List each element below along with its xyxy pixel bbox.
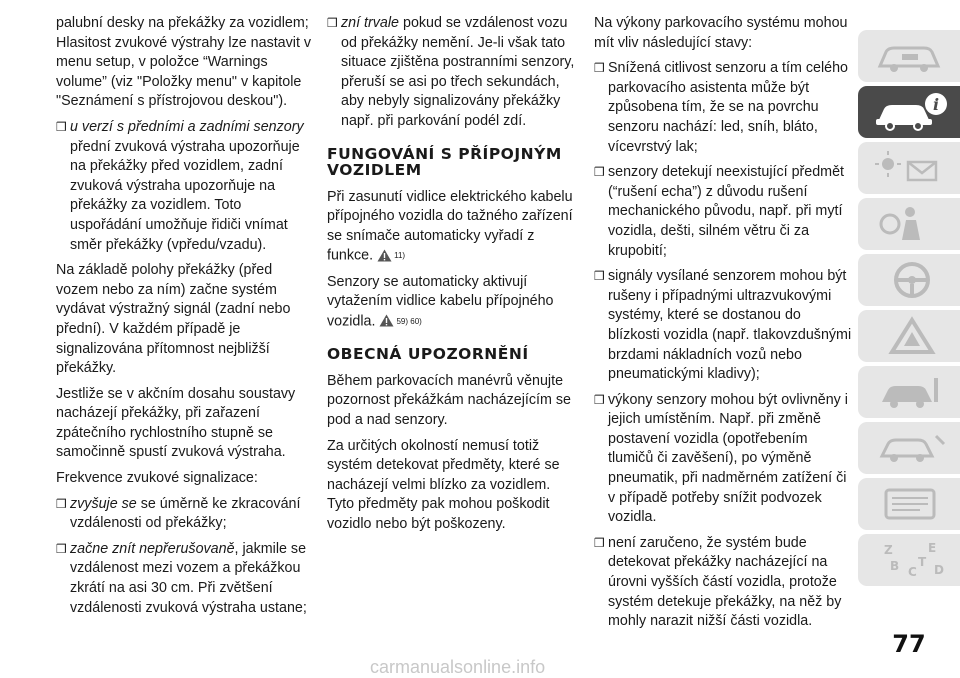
bullet-item — [594, 163, 852, 261]
index-letter: D — [934, 563, 944, 577]
lights-envelope-icon — [872, 148, 952, 188]
paragraph: palubní desky na překážky za vozidlem; Hlasitost zvukové výstrahy lze nastavit v menu setup, v položce “Warnings volume” (viz "Položky menu" v kapitole "Seznámení s přístrojovou deskou"). — [56, 15, 312, 110]
car-dashboard-icon — [872, 36, 952, 76]
bullet-text: signály vysílané senzorem mohou být rušeny i případnými ultrazvukovými systémy, které se dostanou do blízkosti vozidla (např. tlakovzdušnými brzdami nákladních vozů nebo pneumatickými kladivy); — [608, 268, 852, 383]
paragraph: Na základě polohy překážky (před vozem nebo za ním) začne systém vydávat výstražný signál (zadní nebo přední). V každém případě je signalizována přítomnost nejbližší překážky. — [56, 262, 291, 377]
svg-text:i: i — [932, 95, 940, 114]
tab-driving[interactable] — [858, 254, 960, 306]
column-middle — [327, 14, 579, 541]
paragraph — [327, 273, 579, 332]
bullet-text: se úměrně ke zkracování vzdálenosti od překážky; — [70, 495, 301, 532]
bullet-item — [594, 267, 852, 385]
bullet-item — [56, 118, 314, 255]
paragraph: Jestliže se v akčním dosahu soustavy nacházejí překážky, při zařazení zpátečního rychlostního stupně se samočinně spustí zvuková výstraha. — [56, 385, 296, 461]
tab-dashboard[interactable] — [858, 30, 960, 82]
tab-emergency[interactable] — [858, 310, 960, 362]
footnote-ref[interactable]: 11) — [394, 251, 406, 261]
bullet-item — [594, 391, 852, 528]
bullet-marker: ❒ — [56, 541, 67, 556]
bullet-marker: ❒ — [594, 61, 605, 76]
paragraph — [327, 188, 579, 267]
car-info-icon — [872, 92, 952, 132]
bullet-text: výkony senzory mohou být ovlivněny i jejich umístěním. Např. při změně postavení vozidla (opotřebením tlumičů či zavěšení), po výměně pneumatik, při nadměrném zatížení či v případě potřeby snížit podvozek vozidla. — [608, 391, 848, 526]
car-tools-icon — [872, 372, 952, 412]
bullet-text: , jakmile se vzdálenost mezi vozem a překážkou zkrátí na asi 30 cm. Při zvětšení vzdálenosti zvuková výstraha ustane; — [70, 540, 307, 616]
bullet-text: přední zvuková výstraha upozorňuje na překážky před vozidlem, zadní zvuková výstraha upozorňuje na překážky za vozidlem. Toto uspořádání umožňuje řidiči vnímat směr překážky (vpředu/vzadu). — [70, 138, 300, 253]
bullet-item — [56, 540, 314, 618]
index-letter: B — [890, 559, 900, 573]
tab-multimedia[interactable] — [858, 478, 960, 530]
index-letter: E — [928, 541, 937, 555]
tab-info[interactable] — [858, 86, 960, 138]
bullet-marker: ❒ — [594, 392, 605, 407]
bullet-marker: ❒ — [56, 496, 67, 511]
bullet-lead: zvyšuje se — [70, 495, 137, 512]
bullet-text: není zaručeno, že systém bude detekovat překážky nacházející na úrovni vyšších částí vozidla, protože systém detekuje překážky, na něž by mohly narazit nižší části vozidla. — [608, 534, 842, 630]
column-left — [56, 14, 314, 624]
paragraph-text: Senzory se automaticky aktivují vytažením vidlice kabelu přípojného vozidla. — [327, 273, 554, 330]
bullet-text: senzory detekují neexistující předmět (“rušení echa”) z důvodu rušení mechanického původu, např. při mytí vozidla, dešti, silném větru či za krupobití; — [608, 164, 845, 259]
bullet-item — [56, 495, 314, 534]
index-letter: C — [908, 565, 917, 579]
bullet-item — [327, 14, 579, 132]
car-specs-icon — [872, 428, 952, 468]
watermark: carmanualsonline.info — [370, 657, 546, 677]
section-heading: FUNGOVÁNÍ S PŘÍPOJNÝM VOZIDLEM — [327, 144, 562, 179]
index-letter: Z — [884, 543, 893, 557]
alphabet-index-icon — [872, 540, 952, 580]
bullet-item — [594, 534, 852, 632]
bullet-marker: ❒ — [594, 165, 605, 180]
section-heading: OBECNÁ UPOZORNĚNÍ — [327, 344, 529, 363]
warning-triangle-icon — [872, 316, 952, 356]
bullet-marker: ❒ — [327, 16, 338, 30]
bullet-text: Snížená citlivost senzoru a tím celého parkovacího asistenta může být způsobena tím, že se na povrchu senzoru nachází: led, sníh, bláto, vícevrstvý lak; — [608, 60, 848, 155]
tab-safety[interactable] — [858, 198, 960, 250]
footnote-ref[interactable]: 59) 60) — [396, 316, 422, 326]
warning-triangle-icon — [377, 249, 392, 262]
bullet-marker: ❒ — [56, 119, 67, 134]
paragraph: Za určitých okolností nemusí totiž systém detekovat předměty, které se nacházejí velmi blízko za vozidlem. Tyto předměty pak mohou poškodit vozidlo nebo být poškozeny. — [327, 437, 560, 533]
bullet-lead: zní trvale — [341, 15, 400, 31]
tab-maintenance[interactable] — [858, 366, 960, 418]
tab-lights[interactable] — [858, 142, 960, 194]
bullet-item — [594, 59, 852, 157]
paragraph: Na výkony parkovacího systému mohou mít vliv následující stavy: — [594, 15, 848, 51]
bullet-lead: u verzí s předními a zadními senzory — [70, 118, 304, 135]
tab-index[interactable] — [858, 534, 960, 586]
paragraph: Během parkovacích manévrů věnujte pozornost překážkám nacházejícím se pod a nad senzory. — [327, 372, 571, 429]
paragraph-text: Při zasunutí vidlice elektrického kabelu přípojného vozidla do tažného zařízení se snímače automaticky vyřadí z funkce. — [327, 188, 573, 264]
bullet-marker: ❒ — [594, 269, 605, 284]
column-right — [594, 14, 852, 638]
steering-wheel-icon — [872, 260, 952, 300]
bullet-lead: začne znít nepřerušovaně — [70, 540, 235, 557]
page-number: 77 — [892, 630, 926, 658]
bullet-marker: ❒ — [594, 535, 605, 550]
warning-triangle-icon — [379, 314, 394, 327]
airbag-person-icon — [872, 204, 952, 244]
bullet-text: pokud se vzdálenost vozu od překážky nemění. Je-li však tato situace zjištěna postranními senzory, přeruší se asi po třech sekundách, aby nebyly signalizovány překážky např. při parkování podél zdí. — [341, 15, 575, 129]
index-letter: T — [918, 555, 927, 569]
multimedia-icon — [872, 484, 952, 524]
tab-specs[interactable] — [858, 422, 960, 474]
paragraph: Frekvence zvukové signalizace: — [56, 470, 258, 487]
